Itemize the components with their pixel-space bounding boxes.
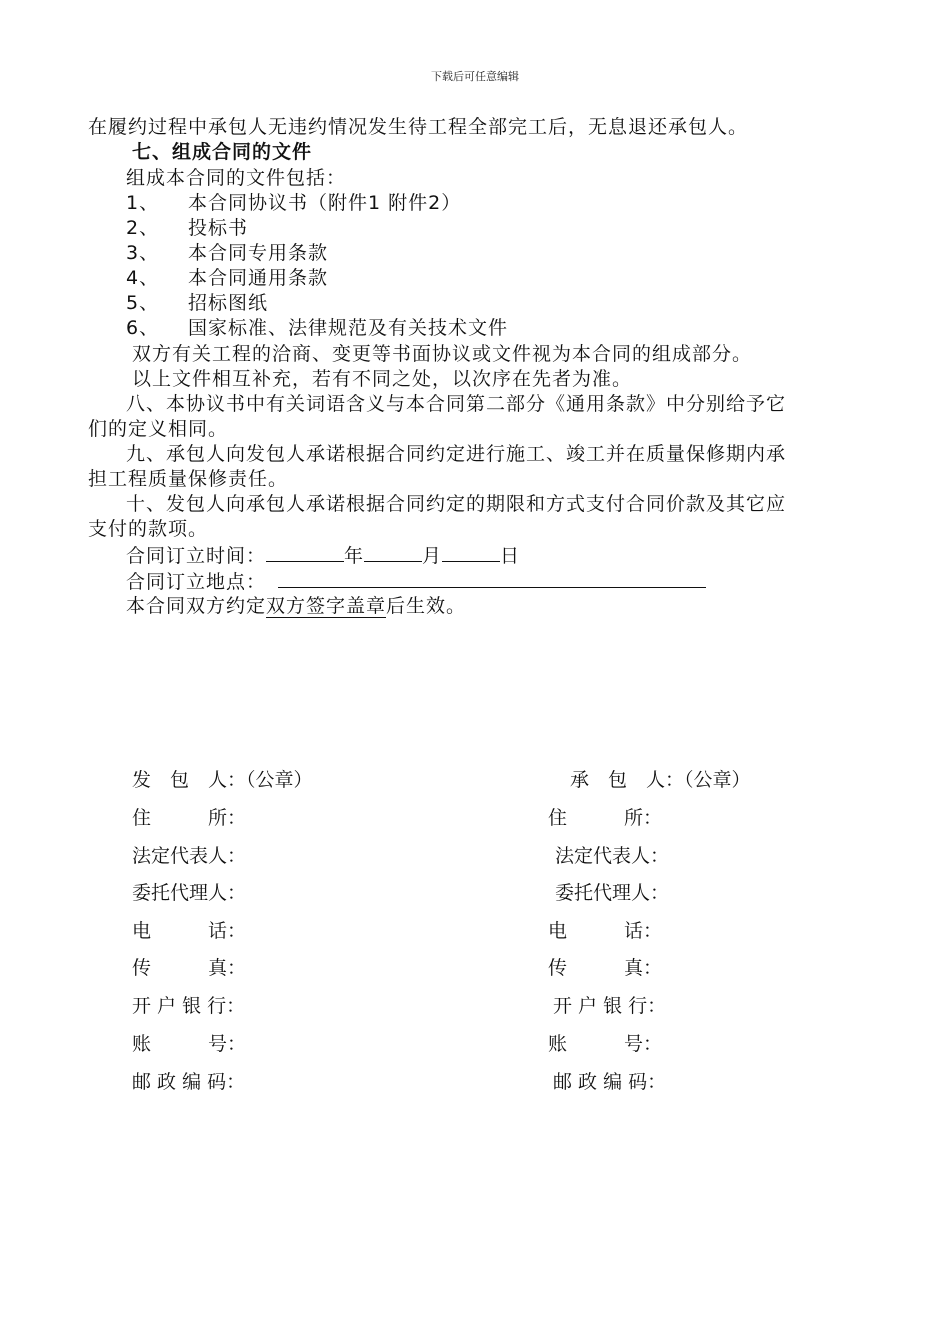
list-item-text: 国家标准、法律规范及有关技术文件 [188, 317, 509, 339]
list-item-number: 5、 [126, 292, 160, 314]
list-item-text: 招标图纸 [188, 292, 269, 314]
list-item [126, 216, 248, 240]
right-bank-label: 开 户 银 行： [553, 995, 667, 1017]
right-phone-label: 电 话： [548, 920, 663, 942]
left-account-label: 账 号： [132, 1033, 247, 1055]
right-agent-label: 委托代理人： [555, 882, 670, 904]
section-title-contract-documents: 七、组成合同的文件 [132, 141, 313, 163]
left-address-label: 住 所： [132, 807, 247, 829]
contract-date-line [126, 543, 520, 568]
right-account-label: 账 号： [548, 1033, 663, 1055]
place-blank[interactable] [278, 569, 706, 588]
left-bank-label: 开 户 银 行： [132, 995, 246, 1017]
left-party-label: 发 包 人：（公章） [132, 769, 313, 791]
left-agent-label: 委托代理人： [132, 882, 247, 904]
right-legal-rep-label: 法定代表人： [555, 845, 670, 867]
paragraph-contractor-promise-cont: 担工程质量保修责任。 [88, 468, 289, 490]
effective-suffix: 后生效。 [386, 595, 467, 617]
paragraph-documents-intro: 组成本合同的文件包括： [126, 167, 347, 189]
paragraph-definitions: 八、本协议书中有关词语含义与本合同第二部分《通用条款》中分别给予它 [126, 393, 787, 415]
list-item-text: 投标书 [188, 217, 249, 239]
paragraph-employer-promise: 十、发包人向承包人承诺根据合同约定的期限和方式支付合同价款及其它应 [126, 493, 787, 515]
day-blank[interactable] [442, 543, 500, 562]
place-label: 合同订立地点： [126, 571, 267, 593]
day-label: 日 [500, 545, 521, 567]
list-item-text: 本合同通用条款 [188, 267, 329, 289]
paragraph-employer-promise-cont: 支付的款项。 [88, 518, 209, 540]
left-legal-rep-label: 法定代表人： [132, 845, 247, 867]
list-item [126, 266, 328, 290]
list-item [126, 291, 268, 315]
year-blank[interactable] [266, 543, 344, 562]
list-item-number: 6、 [126, 317, 160, 339]
month-blank[interactable] [364, 543, 422, 562]
list-item-number: 2、 [126, 217, 160, 239]
list-item-text: 本合同协议书（附件1 附件2） [188, 192, 462, 214]
page-header: 下载后可任意编辑 [431, 70, 519, 83]
right-party-label: 承 包 人：（公章） [570, 769, 751, 791]
list-item [126, 241, 328, 265]
paragraph-deposit-refund: 在履约过程中承包人无违约情况发生待工程全部完工后，无息退还承包人。 [88, 116, 749, 138]
right-postcode-label: 邮 政 编 码： [553, 1071, 667, 1093]
month-label: 月 [422, 545, 443, 567]
date-label: 合同订立时间： [126, 545, 267, 567]
list-item-number: 1、 [126, 192, 160, 214]
contract-place-line [126, 569, 706, 594]
left-phone-label: 电 话： [132, 920, 247, 942]
list-item-number: 4、 [126, 267, 160, 289]
year-label: 年 [344, 545, 365, 567]
paragraph-amendments: 双方有关工程的洽商、变更等书面协议或文件视为本合同的组成部分。 [132, 343, 753, 365]
effective-condition: 双方签字盖章 [266, 595, 387, 617]
paragraph-precedence: 以上文件相互补充，若有不同之处，以次序在先者为准。 [132, 368, 633, 390]
paragraph-contractor-promise: 九、承包人向发包人承诺根据合同约定进行施工、竣工并在质量保修期内承 [126, 443, 787, 465]
effective-clause [126, 594, 466, 618]
list-item [126, 191, 461, 215]
right-fax-label: 传 真： [548, 957, 663, 979]
right-address-label: 住 所： [548, 807, 663, 829]
left-postcode-label: 邮 政 编 码： [132, 1071, 246, 1093]
left-fax-label: 传 真： [132, 957, 247, 979]
list-item-text: 本合同专用条款 [188, 242, 329, 264]
paragraph-definitions-cont: 们的定义相同。 [88, 418, 229, 440]
list-item-number: 3、 [126, 242, 160, 264]
effective-prefix: 本合同双方约定 [126, 595, 267, 617]
list-item [126, 316, 508, 340]
